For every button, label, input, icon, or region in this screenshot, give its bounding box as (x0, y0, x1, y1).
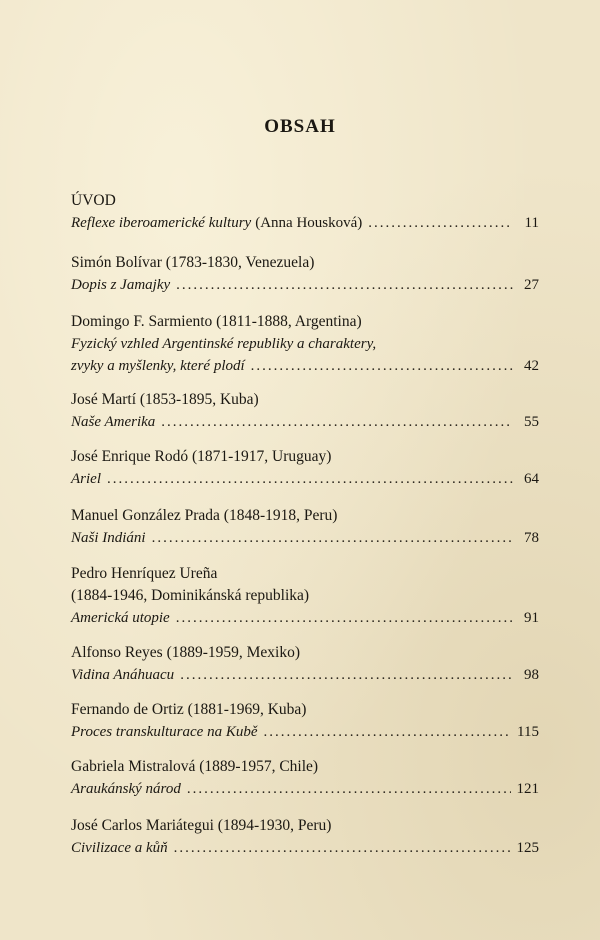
dot-leader (176, 607, 513, 629)
author-line: José Carlos Mariátegui (1894-1930, Peru) (71, 817, 332, 834)
work-title: Ariel (71, 471, 101, 487)
page-number: 42 (524, 358, 539, 374)
work-title: Vidina Anáhuacu (71, 667, 175, 683)
page-number: 125 (516, 840, 539, 856)
page-title: OBSAH (264, 116, 336, 137)
toc-entry-gonzalez-prada (71, 505, 539, 549)
dot-leader (107, 468, 513, 490)
author-dates-line: (1884-1946, Dominikánská republika) (71, 587, 310, 604)
toc-work (71, 837, 539, 859)
page-number: 55 (524, 414, 539, 430)
toc-work (71, 721, 539, 743)
author-line: Pedro Henríquez Ureña (71, 565, 218, 582)
page-number: 98 (524, 667, 539, 683)
author-line: José Martí (1853-1895, Kuba) (71, 391, 259, 408)
dot-leader (368, 212, 513, 234)
toc-work (71, 274, 539, 296)
toc-entry-uvod (71, 190, 539, 234)
toc-entry-mistralova (71, 756, 539, 800)
toc-entry-ortiz (71, 699, 539, 743)
toc-work (71, 411, 539, 433)
toc-work (71, 468, 539, 490)
dot-leader (174, 837, 511, 859)
dot-leader (180, 664, 513, 686)
author-line: Fernando de Ortiz (1881-1969, Kuba) (71, 701, 307, 718)
author-line: Alfonso Reyes (1889-1959, Mexiko) (71, 644, 301, 661)
toc-entry-reyes (71, 642, 539, 686)
toc-work (71, 607, 539, 629)
dot-leader (187, 778, 511, 800)
toc-work (71, 212, 539, 234)
page-number: 78 (524, 530, 539, 546)
work-title: Araukánský národ (71, 781, 181, 797)
toc-entry-mariategui (71, 815, 539, 859)
dot-leader (251, 355, 513, 377)
toc-entry-rodo (71, 446, 539, 490)
toc-work (71, 527, 539, 549)
toc-work (71, 664, 539, 686)
dot-leader (176, 274, 513, 296)
toc-entry-henriquez-urena (71, 563, 539, 629)
author-line: Gabriela Mistralová (1889-1957, Chile) (71, 758, 319, 775)
work-title-line1: Fyzický vzhled Argentinské republiky a charaktery, (71, 336, 377, 352)
author-line: Domingo F. Sarmiento (1811-1888, Argentina) (71, 313, 362, 330)
work-title: Americká utopie (71, 610, 170, 626)
work-title: Naše Amerika (71, 414, 156, 430)
toc-entry-marti (71, 389, 539, 433)
author-line: José Enrique Rodó (1871-1917, Uruguay) (71, 448, 332, 465)
dot-leader (152, 527, 513, 549)
toc-entry-sarmiento (71, 311, 539, 377)
page-number: 115 (517, 724, 539, 740)
section-label: ÚVOD (71, 192, 116, 209)
page-number: 91 (524, 610, 539, 626)
toc-work (71, 355, 539, 377)
toc-work (71, 778, 539, 800)
work-title: Dopis z Jamajky (71, 277, 171, 293)
work-title: zvyky a myšlenky, které plodí (71, 358, 245, 374)
page-number: 11 (524, 215, 539, 231)
work-title: Reflexe iberoamerické kultury (71, 215, 252, 231)
page-number: 121 (516, 781, 539, 797)
toc-entry-bolivar (71, 252, 539, 296)
page-number: 27 (524, 277, 539, 293)
work-title: Proces transkulturace na Kubě (71, 724, 258, 740)
work-author-note: (Anna Housková) (255, 215, 363, 231)
work-title: Naši Indiáni (71, 530, 146, 546)
dot-leader (161, 411, 513, 433)
page-number: 64 (524, 471, 539, 487)
work-title: Civilizace a kůň (71, 840, 168, 856)
dot-leader (264, 721, 512, 743)
author-line: Manuel González Prada (1848-1918, Peru) (71, 507, 338, 524)
author-line: Simón Bolívar (1783-1830, Venezuela) (71, 254, 315, 271)
